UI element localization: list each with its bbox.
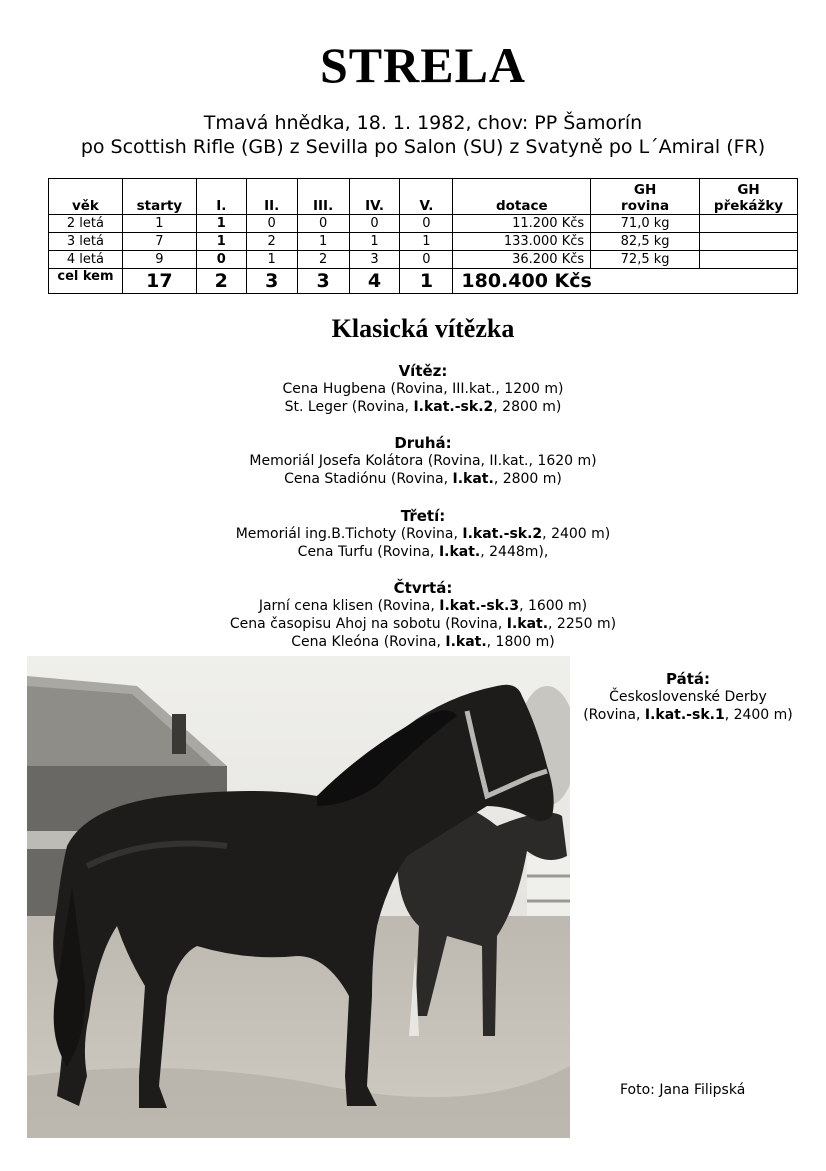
- cell-gh-prekazky: [700, 251, 798, 269]
- page-title: STRELA: [319, 37, 527, 93]
- total-first: 2: [196, 269, 246, 294]
- winner-heading: Vítěz:: [398, 362, 448, 380]
- table-header-row: [49, 179, 798, 215]
- third-place-block: [0, 507, 826, 561]
- second-place-block: [0, 434, 826, 488]
- cell-dotace: 36.200 Kčs: [453, 251, 591, 269]
- cell-age: 4 letá: [49, 251, 123, 269]
- race-line: Jarní cena klisen (Rovina, I.kat.-sk.3, 1600 m): [258, 598, 588, 614]
- table-total-row: [49, 269, 798, 294]
- race-line: St. Leger (Rovina, I.kat.-sk.2, 2800 m): [284, 399, 562, 415]
- header-fourth: IV.: [349, 179, 400, 215]
- photo-credit: Foto: Jana Filipská: [620, 1082, 746, 1098]
- total-third: 3: [297, 269, 349, 294]
- total-fourth: 4: [349, 269, 400, 294]
- fourth-heading: Čtvrtá:: [393, 579, 453, 597]
- cell-dotace: 133.000 Kčs: [453, 233, 591, 251]
- cell-starts: 1: [122, 215, 196, 233]
- cell-second: 0: [246, 215, 297, 233]
- third-heading: Třetí:: [400, 507, 446, 525]
- race-line: Memoriál Josefa Kolátora (Rovina, II.kat., 1620 m): [249, 453, 597, 469]
- header-vek: věk: [49, 179, 123, 215]
- section-title: Klasická vítězka: [331, 314, 515, 343]
- cell-fifth: 0: [400, 215, 453, 233]
- race-line: Memoriál ing.B.Tichoty (Rovina, I.kat.-sk.2, 2400 m): [235, 526, 611, 542]
- table-row: [49, 233, 798, 251]
- winner-block: [0, 362, 826, 416]
- cell-age: 2 letá: [49, 215, 123, 233]
- fifth-place-block: [568, 670, 808, 724]
- cell-first: 0: [196, 251, 246, 269]
- header-gh-prekazky: GH překážky: [700, 179, 798, 215]
- cell-third: 2: [297, 251, 349, 269]
- cell-fourth: 3: [349, 251, 400, 269]
- race-line: Cena Stadiónu (Rovina, I.kat., 2800 m): [284, 471, 562, 487]
- cell-starts: 9: [122, 251, 196, 269]
- cell-fifth: 0: [400, 251, 453, 269]
- cell-age: 3 letá: [49, 233, 123, 251]
- cell-gh-rovina: 71,0 kg: [591, 215, 700, 233]
- cell-fourth: 1: [349, 233, 400, 251]
- header-third: III.: [297, 179, 349, 215]
- table-row: [49, 215, 798, 233]
- cell-gh-prekazky: [700, 215, 798, 233]
- race-line: Cena časopisu Ahoj na sobotu (Rovina, I.kat., 2250 m): [229, 616, 617, 632]
- cell-dotace: 11.200 Kčs: [453, 215, 591, 233]
- cell-first: 1: [196, 233, 246, 251]
- cell-gh-rovina: 82,5 kg: [591, 233, 700, 251]
- horse-photo-illustration: [27, 656, 570, 1138]
- table-row: [49, 251, 798, 269]
- total-starts: 17: [122, 269, 196, 294]
- pedigree-line: po Scottish Rifle (GB) z Sevilla po Salon (SU) z Svatyně po L´Amiral (FR): [80, 136, 766, 158]
- header-fifth: V.: [400, 179, 453, 215]
- cell-second: 2: [246, 233, 297, 251]
- horse-photo: [27, 656, 570, 1138]
- header-second: II.: [246, 179, 297, 215]
- header-gh-rovina: GH rovina: [591, 179, 700, 215]
- total-label: cel kem: [49, 269, 123, 294]
- second-heading: Druhá:: [394, 434, 452, 452]
- cell-gh-prekazky: [700, 233, 798, 251]
- race-line: Cena Hugbena (Rovina, III.kat., 1200 m): [282, 381, 564, 397]
- race-line: Cena Turfu (Rovina, I.kat., 2448m),: [297, 544, 549, 560]
- total-fifth: 1: [400, 269, 453, 294]
- header-first: I.: [196, 179, 246, 215]
- header-starty: starty: [122, 179, 196, 215]
- cell-fifth: 1: [400, 233, 453, 251]
- race-line: Cena Kleóna (Rovina, I.kat., 1800 m): [291, 634, 555, 650]
- cell-starts: 7: [122, 233, 196, 251]
- fourth-place-block: [0, 579, 826, 651]
- race-line: Československé Derby: [609, 689, 767, 705]
- cell-third: 1: [297, 233, 349, 251]
- cell-fourth: 0: [349, 215, 400, 233]
- fifth-heading: Pátá:: [665, 670, 710, 688]
- cell-first: 1: [196, 215, 246, 233]
- horse-description: Tmavá hnědka, 18. 1. 1982, chov: PP Šamorín: [203, 112, 643, 134]
- header-dotace: dotace: [453, 179, 591, 215]
- cell-gh-rovina: 72,5 kg: [591, 251, 700, 269]
- cell-second: 1: [246, 251, 297, 269]
- race-stats-table: [48, 178, 798, 294]
- total-dotace: 180.400 Kčs: [453, 269, 798, 294]
- cell-third: 0: [297, 215, 349, 233]
- race-line: (Rovina, I.kat.-sk.1, 2400 m): [583, 707, 793, 723]
- total-second: 3: [246, 269, 297, 294]
